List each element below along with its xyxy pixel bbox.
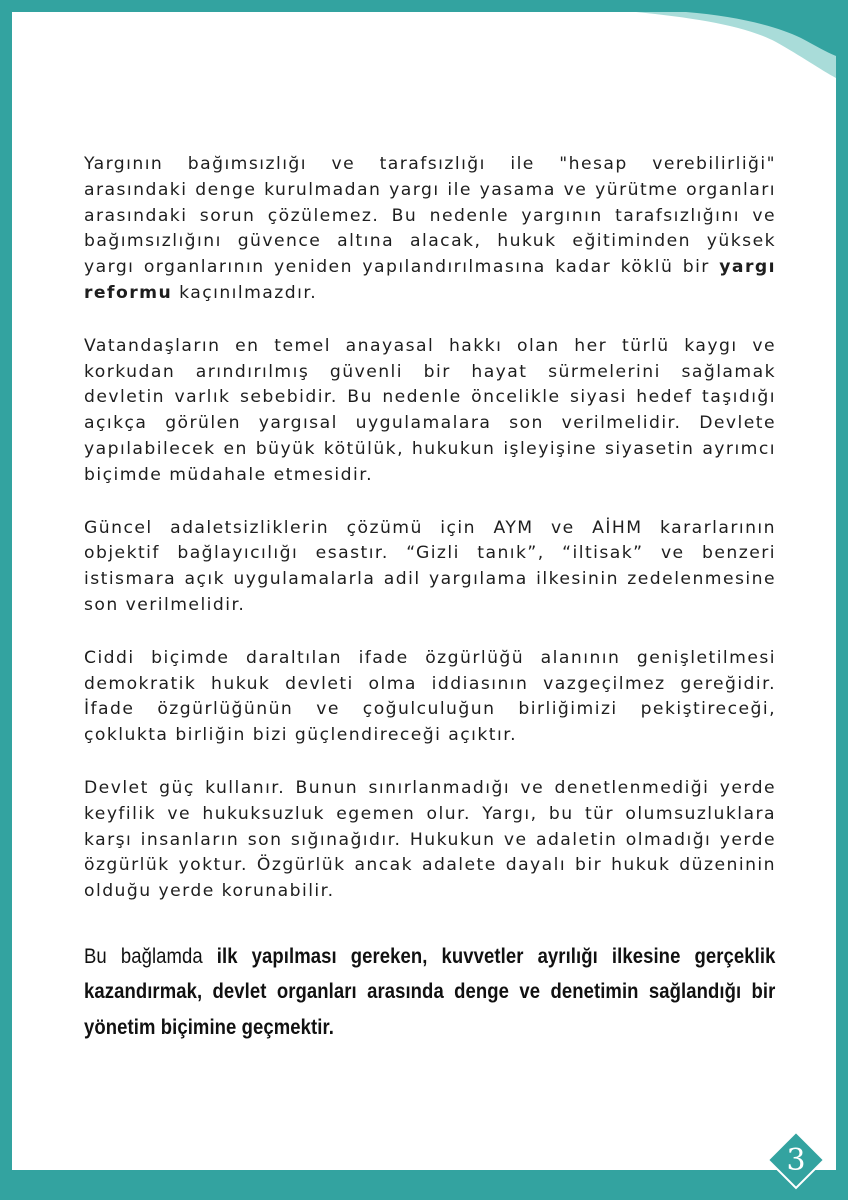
paragraph-court-decisions: Güncel adaletsizliklerin çözümü için AYM ve AİHM kararlarının objektif bağlayıcılığı esastır. “Gizli tanık”, “iltisak” ve benzeri istismara açık uygulamalarla adil yargılama ilkesinin zedelenmesine son verilmelidir. (84, 517, 776, 615)
conclusion-statement: Bu bağlamda ilk yapılması gereken, kuvvetler ayrılığı ilkesine gerçeklik kazandırmak, devlet organları arasında denge ve denetimin sağlandığı bir yönetim biçimine geçmektir. (84, 943, 776, 1039)
page-sheet (12, 12, 836, 1170)
body-text (84, 152, 776, 1045)
emphasis-judicial-reform: yargı reformu (84, 257, 776, 303)
page-number: 3 (786, 1142, 806, 1178)
paragraph-freedom-of-expression: Ciddi biçimde daraltılan ifade özgürlüğü alanının genişletilmesi demokratik hukuk devleti olma iddiasının vazgeçilmez gereğidir. İfade özgürlüğünün ve çoğulculuğun birliğimizi pekiştireceği, çoklukta birliğin bizi güçlendireceği açıktır. (84, 647, 776, 746)
conclusion-emphasis: ilk yapılması gereken, kuvvetler ayrılığı ilkesine gerçeklik kazandırmak, devlet organları arasında denge ve denetimin sağlandığı bir yönetim biçimine geçmektir. (84, 943, 776, 1039)
paragraph-citizens-security: Vatandaşların en temel anayasal hakkı olan her türlü kaygı ve korkudan arındırılmış güvenli bir hayat sürmelerini sağlamak devletin varlık sebebidir. Bu nedenle öncelikle siyasi hedef taşıdığı açıkça görülen yargısal uygulamalara son verilmelidir. Devlete yapılabilecek en büyük kötülük, hukukun işleyişine siyasetin ayrımcı biçimde müdahale etmesidir. (84, 335, 776, 485)
decorative-wave-corner (576, 12, 836, 102)
paragraph-rule-of-law: Devlet güç kullanır. Bunun sınırlanmadığı ve denetlenmediği yerde keyfilik ve hukuksuzluk egemen olur. Yargı, bu tür olumsuzluklara karşı insanların son sığınağıdır. Hukukun ve adaletin olmadığı yerde özgürlük yoktur. Özgürlük ancak adalete dayalı bir hukuk düzeninin olduğu yerde korunabilir. (84, 777, 776, 902)
paragraph-judicial-reform: Yargının bağımsızlığı ve tarafsızlığı ile "hesap verebilirliği" arasındaki denge kurulmadan yargı ile yasama ve yürütme organları arasındaki sorun çözülemez. Bu nedenle yargının tarafsızlığını ve bağımsızlığını güvence altına alacak, hukuk eğitiminden yüksek yargı organlarının yeniden yapılandırılmasına kadar köklü bir yargı reformu kaçınılmazdır. (84, 154, 776, 303)
